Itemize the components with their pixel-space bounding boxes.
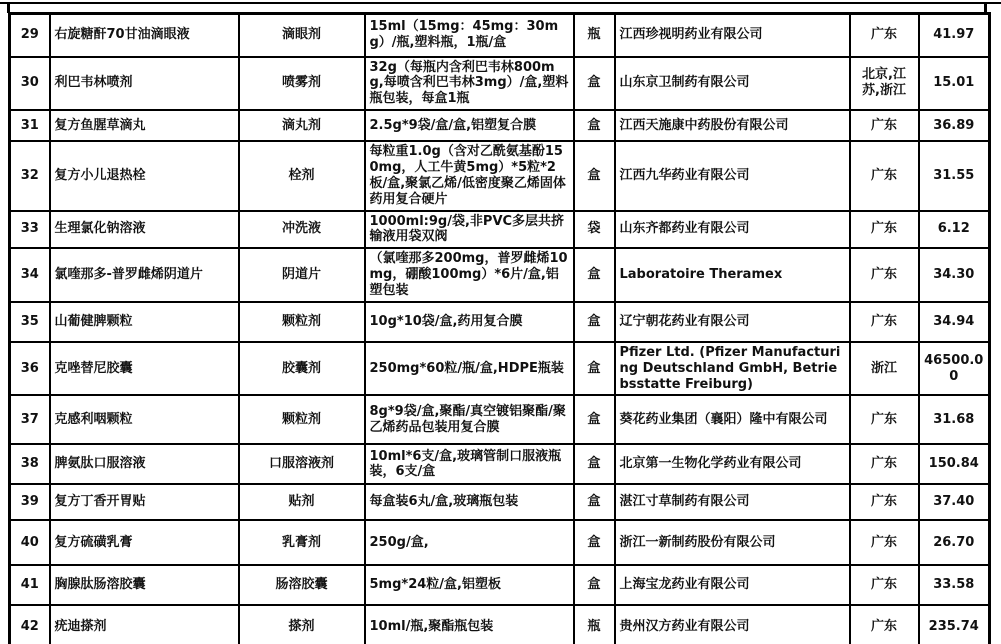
cell-row-number: 38 (10, 444, 50, 484)
cell-region: 广东 (850, 484, 919, 520)
table-row (10, 302, 990, 342)
cell-price: 33.58 (919, 565, 990, 605)
cell-manufacturer: 贵州汉方药业有限公司 (615, 605, 850, 644)
cell-region: 浙江 (850, 342, 919, 396)
cell-unit: 袋 (574, 211, 615, 249)
cell-manufacturer: 葵花药业集团（襄阳）隆中有限公司 (615, 395, 850, 444)
cell-drug-name: 生理氯化钠溶液 (50, 211, 239, 249)
table-row (10, 395, 990, 444)
cell-manufacturer: Pfizer Ltd. (Pfizer Manufacturing Deutschland GmbH, Betriebsstatte Freiburg) (615, 342, 850, 396)
cell-dosage-form: 口服溶液剂 (239, 444, 365, 484)
cell-unit: 盒 (574, 565, 615, 605)
cell-row-number: 39 (10, 484, 50, 520)
cell-dosage-form: 乳膏剂 (239, 520, 365, 565)
cell-region: 广东 (850, 211, 919, 249)
cell-price: 41.97 (919, 14, 990, 57)
cell-price: 15.01 (919, 57, 990, 111)
cell-row-number: 29 (10, 14, 50, 57)
cell-specification: 2.5g*9袋/盒/盒,铝塑复合膜 (365, 110, 574, 141)
cell-manufacturer: 山东京卫制药有限公司 (615, 57, 850, 111)
cell-unit: 盒 (574, 484, 615, 520)
cell-dosage-form: 胶囊剂 (239, 342, 365, 396)
cell-row-number: 30 (10, 57, 50, 111)
cell-row-number: 35 (10, 302, 50, 342)
cell-region: 广东 (850, 520, 919, 565)
cell-price: 150.84 (919, 444, 990, 484)
cell-dosage-form: 贴剂 (239, 484, 365, 520)
cell-drug-name: 复方丁香开胃贴 (50, 484, 239, 520)
cell-manufacturer: 山东齐都药业有限公司 (615, 211, 850, 249)
cell-region: 广东 (850, 395, 919, 444)
cell-region: 广东 (850, 14, 919, 57)
table-row (10, 57, 990, 111)
cell-row-number: 34 (10, 248, 50, 302)
cell-specification: 10ml*6支/盒,玻璃管制口服液瓶装，6支/盒 (365, 444, 574, 484)
cell-specification: 10g*10袋/盒,药用复合膜 (365, 302, 574, 342)
cell-drug-name: 山葡健脾颗粒 (50, 302, 239, 342)
cell-unit: 盒 (574, 302, 615, 342)
cell-region: 广东 (850, 565, 919, 605)
cell-dosage-form: 颗粒剂 (239, 395, 365, 444)
cell-drug-name: 疣迪搽剂 (50, 605, 239, 644)
cell-drug-name: 克唑替尼胶囊 (50, 342, 239, 396)
cell-dosage-form: 阴道片 (239, 248, 365, 302)
cell-drug-name: 胸腺肽肠溶胶囊 (50, 565, 239, 605)
cell-unit: 盒 (574, 342, 615, 396)
table-row (10, 444, 990, 484)
cell-manufacturer: 湛江寸草制药有限公司 (615, 484, 850, 520)
cell-manufacturer: 辽宁朝花药业有限公司 (615, 302, 850, 342)
cell-dosage-form: 搽剂 (239, 605, 365, 644)
cell-specification: 250g/盒, (365, 520, 574, 565)
cell-specification: 15ml（15mg：45mg：30mg）/瓶,塑料瓶，1瓶/盒 (365, 14, 574, 57)
cell-region: 广东 (850, 141, 919, 210)
drug-price-table (8, 12, 991, 644)
table-row (10, 211, 990, 249)
cell-drug-name: 复方鱼腥草滴丸 (50, 110, 239, 141)
table-row (10, 484, 990, 520)
cell-row-number: 32 (10, 141, 50, 210)
cell-row-number: 36 (10, 342, 50, 396)
cell-unit: 盒 (574, 520, 615, 565)
cell-drug-name: 复方硫磺乳膏 (50, 520, 239, 565)
cell-dosage-form: 滴丸剂 (239, 110, 365, 141)
cell-price: 37.40 (919, 484, 990, 520)
cell-manufacturer: 浙江一新制药股份有限公司 (615, 520, 850, 565)
table-row (10, 248, 990, 302)
cell-unit: 盒 (574, 110, 615, 141)
cell-price: 34.94 (919, 302, 990, 342)
cell-unit: 盒 (574, 444, 615, 484)
cell-region: 北京,江苏,浙江 (850, 57, 919, 111)
cell-specification: （氯喹那多200mg，普罗雌烯10mg，硼酸100mg）*6片/盒,铝塑包装 (365, 248, 574, 302)
page-top-rule (0, 2, 1001, 4)
cell-specification: 1000ml:9g/袋,非PVC多层共挤输液用袋双阀 (365, 211, 574, 249)
cell-dosage-form: 滴眼剂 (239, 14, 365, 57)
cell-unit: 盒 (574, 141, 615, 210)
cell-specification: 10ml/瓶,聚酯瓶包装 (365, 605, 574, 644)
cell-region: 广东 (850, 605, 919, 644)
cell-unit: 瓶 (574, 605, 615, 644)
table-row (10, 342, 990, 396)
cell-unit: 盒 (574, 395, 615, 444)
cell-manufacturer: 江西天施康中药股份有限公司 (615, 110, 850, 141)
cell-dosage-form: 冲洗液 (239, 211, 365, 249)
table-row (10, 141, 990, 210)
cell-dosage-form: 颗粒剂 (239, 302, 365, 342)
cell-region: 广东 (850, 110, 919, 141)
cell-drug-name: 利巴韦林喷剂 (50, 57, 239, 111)
cell-specification: 8g*9袋/盒,聚酯/真空镀铝聚酯/聚乙烯药品包装用复合膜 (365, 395, 574, 444)
cell-unit: 瓶 (574, 14, 615, 57)
table-row (10, 110, 990, 141)
cell-specification: 每盒装6丸/盒,玻璃瓶包装 (365, 484, 574, 520)
cell-dosage-form: 肠溶胶囊 (239, 565, 365, 605)
cell-drug-name: 脾氨肽口服溶液 (50, 444, 239, 484)
cell-manufacturer: 江西九华药业有限公司 (615, 141, 850, 210)
cell-manufacturer: 北京第一生物化学药业有限公司 (615, 444, 850, 484)
cell-manufacturer: 江西珍视明药业有限公司 (615, 14, 850, 57)
cell-drug-name: 右旋糖酐70甘油滴眼液 (50, 14, 239, 57)
cell-unit: 盒 (574, 248, 615, 302)
cell-dosage-form: 喷雾剂 (239, 57, 365, 111)
cell-specification: 32g（每瓶内含利巴韦林800mg,每喷含利巴韦林3mg）/盒,塑料瓶包装，每盒1瓶 (365, 57, 574, 111)
cell-drug-name: 克感利咽颗粒 (50, 395, 239, 444)
table-row (10, 565, 990, 605)
cell-row-number: 42 (10, 605, 50, 644)
cell-dosage-form: 栓剂 (239, 141, 365, 210)
cell-price: 31.55 (919, 141, 990, 210)
cell-price: 31.68 (919, 395, 990, 444)
cell-region: 广东 (850, 444, 919, 484)
cell-drug-name: 复方小儿退热栓 (50, 141, 239, 210)
cell-specification: 每粒重1.0g（含对乙酰氨基酚150mg，人工牛黄5mg）*5粒*2板/盒,聚氯乙烯/低密度聚乙烯固体药用复合硬片 (365, 141, 574, 210)
cell-price: 26.70 (919, 520, 990, 565)
cell-manufacturer: 上海宝龙药业有限公司 (615, 565, 850, 605)
cell-manufacturer: Laboratoire Theramex (615, 248, 850, 302)
cell-price: 235.74 (919, 605, 990, 644)
table-body (10, 14, 990, 644)
cell-price: 34.30 (919, 248, 990, 302)
cell-row-number: 40 (10, 520, 50, 565)
cell-unit: 盒 (574, 57, 615, 111)
cell-region: 广东 (850, 248, 919, 302)
cell-row-number: 31 (10, 110, 50, 141)
cell-region: 广东 (850, 302, 919, 342)
cell-specification: 250mg*60粒/瓶/盒,HDPE瓶装 (365, 342, 574, 396)
table-row (10, 14, 990, 57)
table-row (10, 520, 990, 565)
cell-row-number: 37 (10, 395, 50, 444)
table-row (10, 605, 990, 644)
cell-specification: 5mg*24粒/盒,铝塑板 (365, 565, 574, 605)
cell-drug-name: 氯喹那多-普罗雌烯阴道片 (50, 248, 239, 302)
cell-row-number: 41 (10, 565, 50, 605)
cell-row-number: 33 (10, 211, 50, 249)
cell-price: 36.89 (919, 110, 990, 141)
cell-price: 6.12 (919, 211, 990, 249)
cell-price: 46500.00 (919, 342, 990, 396)
